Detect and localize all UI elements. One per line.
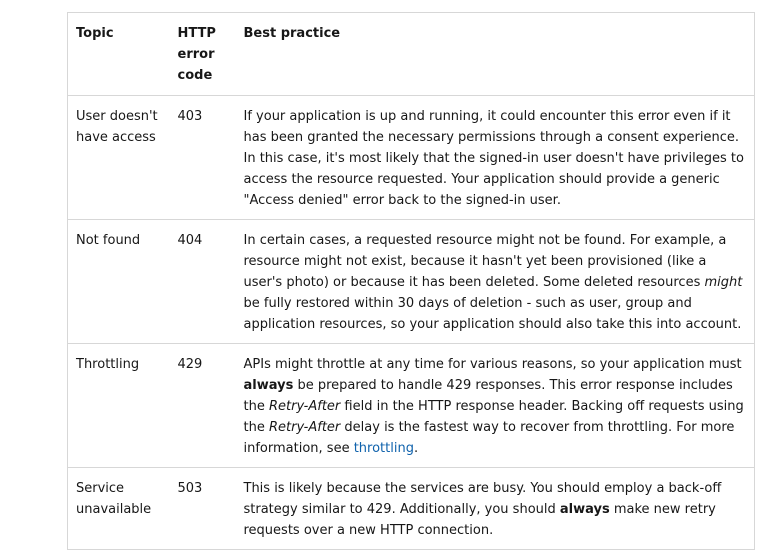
cell-topic: Service unavailable: [68, 468, 170, 550]
error-codes-table: [67, 12, 755, 550]
practice-text: be prepared to handle 429 responses. This error response includes the: [243, 378, 733, 414]
practice-text: delay is the fastest way to recover from throttling. For more information, see: [243, 420, 735, 456]
cell-code: 503: [170, 468, 236, 550]
header-code-line-2: error: [177, 47, 215, 62]
header-best-practice: Best practice: [236, 13, 755, 96]
practice-text: field in the HTTP response header. Backing off requests using the: [243, 399, 744, 435]
cell-code: 429: [170, 344, 236, 468]
header-topic: Topic: [68, 13, 170, 96]
practice-emphasis: might: [704, 275, 743, 290]
practice-text: This is likely because the services are busy. You should employ a back-off strategy similar to 429. Additionally, you should: [243, 481, 722, 517]
cell-practice: If your application is up and running, it could encounter this error even if it has been granted the necessary permissions through a consent experience. In this case, it's most likely that the signed-in user doesn't have privileges to access the resource requested. Your application should provide a generic "Access denied" error back to the signed-in user.: [236, 96, 755, 220]
practice-text: In certain cases, a requested resource might not be found. For example, a resource might not exist, because it hasn't yet been provisioned (like a user's photo) or because it has been deleted. Some deleted resources: [243, 233, 727, 290]
cell-code: 403: [170, 96, 236, 220]
table-header-row: [68, 13, 755, 96]
table-row: [68, 96, 755, 220]
practice-emphasis: Retry-After: [268, 399, 341, 414]
practice-text: be fully restored within 30 days of deletion - such as user, group and application resources, so your application should also take this into account.: [243, 296, 742, 332]
practice-text: APIs might throttle at any time for various reasons, so your application must: [243, 357, 742, 372]
practice-bold: always: [243, 378, 294, 393]
throttling-link[interactable]: throttling: [353, 441, 414, 456]
cell-code: 404: [170, 220, 236, 344]
error-table-container: [67, 12, 754, 550]
header-code-line-1: HTTP: [177, 26, 216, 41]
header-code-line-3: code: [177, 68, 213, 83]
table-row: [68, 220, 755, 344]
practice-bold: always: [559, 502, 610, 517]
table-row: [68, 468, 755, 550]
practice-text: .: [413, 441, 419, 456]
practice-text: make new retry requests over a new HTTP connection.: [243, 502, 716, 538]
cell-practice: [236, 468, 755, 550]
cell-topic: Throttling: [68, 344, 170, 468]
cell-practice: [236, 344, 755, 468]
header-http-error-code: [170, 13, 236, 96]
practice-emphasis: Retry-After: [268, 420, 341, 435]
cell-practice: [236, 220, 755, 344]
table-row: [68, 344, 755, 468]
cell-topic: Not found: [68, 220, 170, 344]
cell-topic: User doesn't have access: [68, 96, 170, 220]
